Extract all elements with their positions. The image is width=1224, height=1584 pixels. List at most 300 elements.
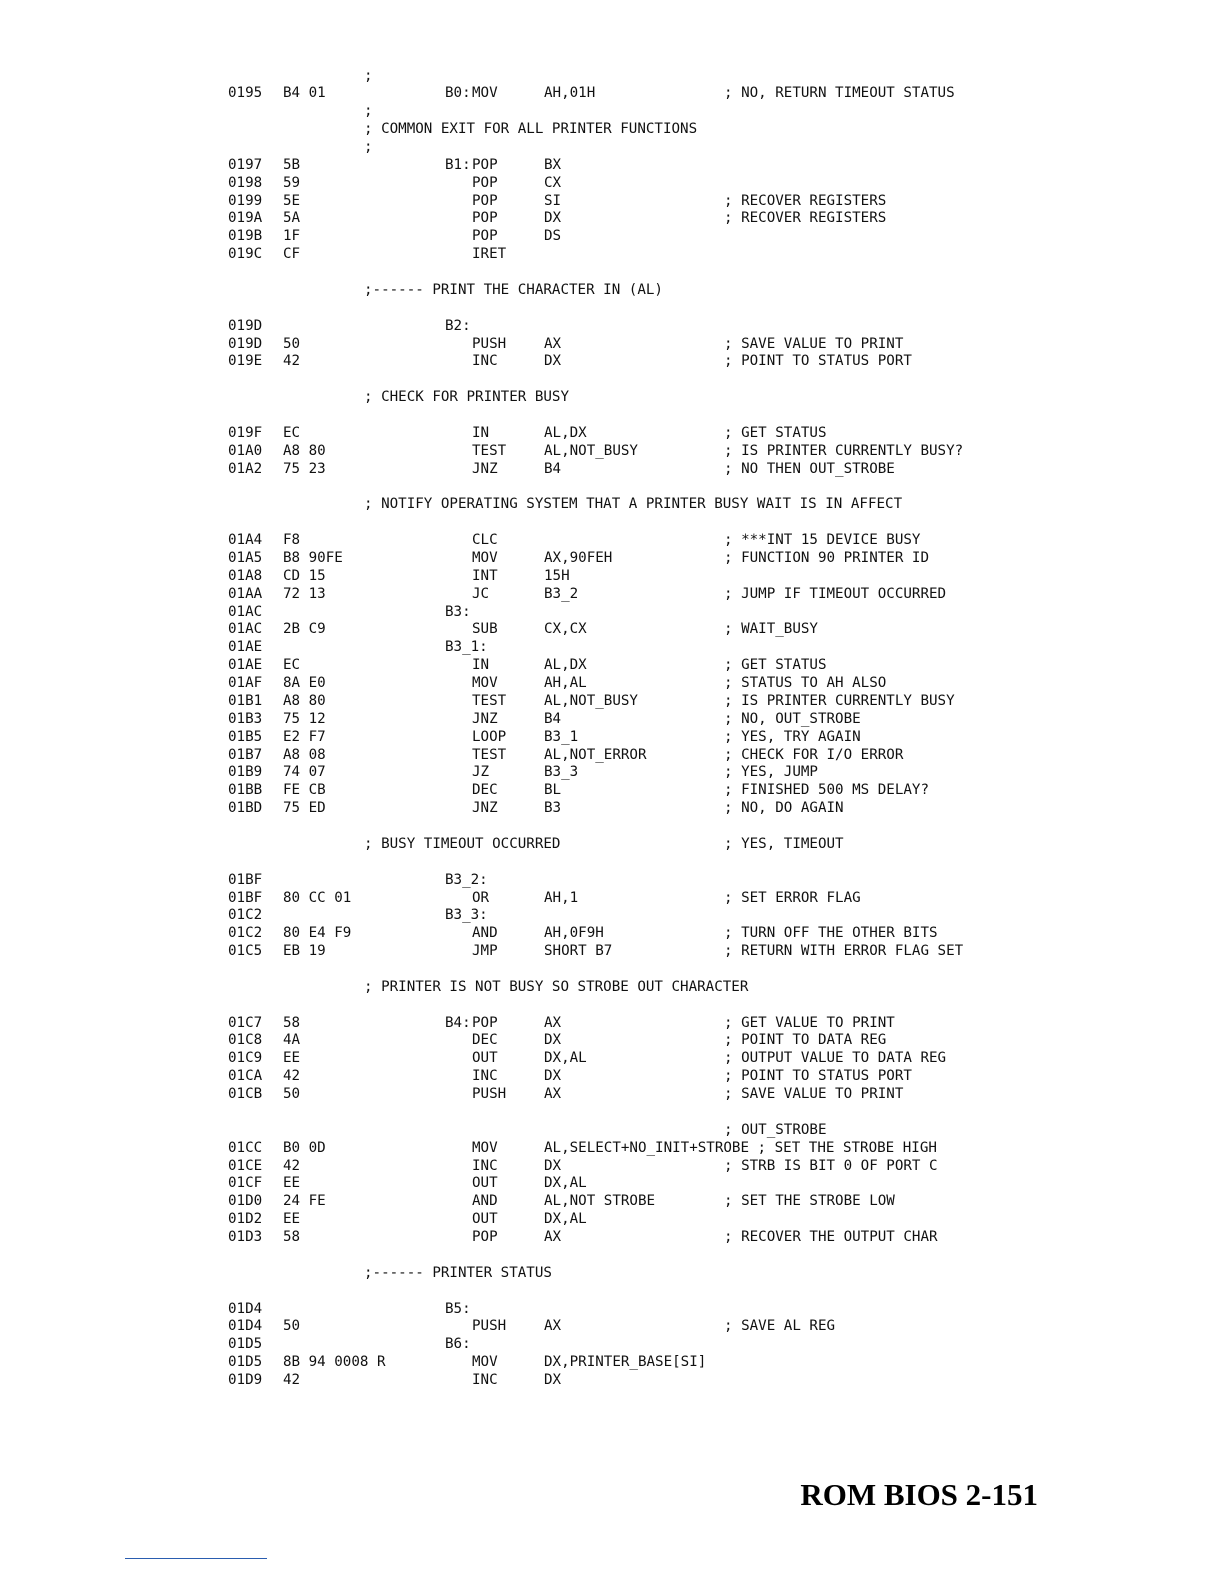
listing-line <box>228 674 1188 692</box>
listing-line <box>228 960 1188 978</box>
line-address: 01B3 <box>228 710 263 727</box>
line-comment: ; RECOVER THE OUTPUT CHAR <box>724 1229 938 1246</box>
line-object-code: 42 <box>283 1372 301 1388</box>
line-opcode: OUT <box>472 1175 498 1192</box>
listing-line <box>228 317 1188 335</box>
line-comment: ; GET STATUS <box>724 424 827 441</box>
listing-line <box>228 156 1188 174</box>
line-object-code: 5A <box>283 210 301 227</box>
listing-line <box>228 227 1188 245</box>
line-operand: AX <box>544 1318 562 1335</box>
line-comment: ; STRB IS BIT 0 OF PORT C <box>724 1157 938 1174</box>
listing-line <box>228 638 1188 656</box>
line-comment: ; RECOVER REGISTERS <box>724 192 887 209</box>
line-label: B6: <box>445 1336 471 1353</box>
line-comment: ; YES, JUMP <box>724 764 818 781</box>
listing-line <box>228 1067 1188 1085</box>
line-address: 01BD <box>228 800 263 817</box>
listing-line <box>228 1317 1188 1335</box>
line-opcode: MOV <box>472 1139 498 1156</box>
line-object-code: A8 80 <box>283 442 326 459</box>
line-section-comment: ; <box>364 138 373 155</box>
line-opcode: SUB <box>472 621 498 638</box>
line-object-code: 80 E4 F9 <box>283 925 352 942</box>
listing-line <box>228 853 1188 871</box>
line-address: 01C5 <box>228 943 263 960</box>
listing-line <box>228 763 1188 781</box>
footer-rule <box>125 1558 267 1559</box>
line-operand: B3_3 <box>544 764 579 781</box>
line-address: 019C <box>228 246 263 263</box>
line-operand: BX <box>544 156 562 173</box>
line-address: 019F <box>228 424 263 441</box>
line-address: 019A <box>228 210 263 227</box>
line-object-code: 4A <box>283 1032 301 1049</box>
line-opcode: POP <box>472 1229 498 1246</box>
line-address: 01D2 <box>228 1211 263 1228</box>
line-object-code: 42 <box>283 353 301 370</box>
line-object-code: 75 ED <box>283 800 326 817</box>
listing-line <box>228 835 1188 853</box>
line-object-code: 1F <box>283 228 301 245</box>
line-opcode: POP <box>472 210 498 227</box>
line-object-code: 50 <box>283 1086 301 1103</box>
listing-line <box>228 513 1188 531</box>
line-opcode: JC <box>472 585 490 602</box>
listing-line <box>228 263 1188 281</box>
line-operand: AH,1 <box>544 889 579 906</box>
listing-line <box>228 406 1188 424</box>
line-operand: CX,CX <box>544 621 587 638</box>
line-comment: ; OUTPUT VALUE TO DATA REG <box>724 1050 947 1067</box>
line-object-code: EC <box>283 424 301 441</box>
line-opcode: POP <box>472 1014 498 1031</box>
line-operand: BL <box>544 782 562 799</box>
line-comment: ; OUT_STROBE <box>724 1121 827 1138</box>
listing-line <box>228 1371 1188 1389</box>
listing-line <box>228 67 1188 85</box>
listing-line <box>228 924 1188 942</box>
listing-line <box>228 746 1188 764</box>
line-address: 01C8 <box>228 1032 263 1049</box>
line-address: 01D4 <box>228 1300 263 1317</box>
line-section-comment: ; CHECK FOR PRINTER BUSY <box>364 389 569 406</box>
listing-line <box>228 799 1188 817</box>
listing-line <box>228 370 1188 388</box>
line-section-comment: ; <box>364 67 373 84</box>
line-object-code: 5E <box>283 192 301 209</box>
listing-line <box>228 1014 1188 1032</box>
line-address: 01AA <box>228 585 263 602</box>
line-object-code: EE <box>283 1211 301 1228</box>
listing-line <box>228 424 1188 442</box>
line-address: 01C7 <box>228 1014 263 1031</box>
line-address: 01CA <box>228 1068 263 1085</box>
line-operand: SHORT B7 <box>544 943 613 960</box>
listing-line <box>228 567 1188 585</box>
line-comment: ; GET VALUE TO PRINT <box>724 1014 895 1031</box>
line-object-code: EE <box>283 1175 301 1192</box>
line-object-code: 74 07 <box>283 764 326 781</box>
line-opcode: OUT <box>472 1211 498 1228</box>
line-object-code: 75 12 <box>283 710 326 727</box>
line-object-code: B8 90FE <box>283 549 343 566</box>
listing-line <box>228 299 1188 317</box>
line-address: 0197 <box>228 156 263 173</box>
line-opcode: JMP <box>472 943 498 960</box>
listing-line <box>228 1353 1188 1371</box>
line-opcode: INC <box>472 353 498 370</box>
line-address: 0195 <box>228 85 263 102</box>
line-section-comment: ;------ PRINTER STATUS <box>364 1264 552 1281</box>
line-address: 01D9 <box>228 1372 263 1388</box>
line-address: 01AE <box>228 639 263 656</box>
line-opcode: JNZ <box>472 800 498 817</box>
listing-line <box>228 1139 1188 1157</box>
listing-line <box>228 245 1188 263</box>
listing-line <box>228 1157 1188 1175</box>
line-object-code: B0 0D <box>283 1139 326 1156</box>
line-opcode: POP <box>472 228 498 245</box>
line-opcode: AND <box>472 925 498 942</box>
line-address: 0198 <box>228 174 263 191</box>
line-object-code: 2B C9 <box>283 621 326 638</box>
line-object-code: A8 80 <box>283 692 326 709</box>
listing-line <box>228 335 1188 353</box>
line-opcode: PUSH <box>472 1086 507 1103</box>
line-object-code: 80 CC 01 <box>283 889 352 906</box>
line-address: 01D4 <box>228 1318 263 1335</box>
line-opcode: INC <box>472 1157 498 1174</box>
line-object-code: FE CB <box>283 782 326 799</box>
line-object-code: A8 08 <box>283 746 326 763</box>
line-address: 01C2 <box>228 907 263 924</box>
line-address: 01A8 <box>228 567 263 584</box>
line-comment: ; NO, OUT_STROBE <box>724 710 861 727</box>
line-operand: AL,NOT STROBE <box>544 1193 656 1210</box>
line-operand: B3_1 <box>544 728 579 745</box>
line-address: 019E <box>228 353 263 370</box>
line-address: 01A0 <box>228 442 263 459</box>
line-operand: B4 <box>544 710 562 727</box>
line-opcode: INC <box>472 1068 498 1085</box>
line-label: B3_3: <box>445 907 488 924</box>
line-comment: ; SAVE VALUE TO PRINT <box>724 335 904 352</box>
line-object-code: 50 <box>283 1318 301 1335</box>
listing-line <box>228 620 1188 638</box>
line-address: 01B7 <box>228 746 263 763</box>
line-operand: DX <box>544 1372 562 1388</box>
line-operand: DS <box>544 228 562 245</box>
listing-line <box>228 138 1188 156</box>
line-operand: SI <box>544 192 562 209</box>
listing-line <box>228 710 1188 728</box>
listing-line <box>228 1121 1188 1139</box>
line-operand: AL,NOT_BUSY <box>544 692 638 709</box>
line-comment: ; NO THEN OUT_STROBE <box>724 460 895 477</box>
line-comment: ; FINISHED 500 MS DELAY? <box>724 782 929 799</box>
line-address: 019D <box>228 335 263 352</box>
line-object-code: 59 <box>283 174 301 191</box>
line-comment: ; RETURN WITH ERROR FLAG SET <box>724 943 964 960</box>
line-address: 01D0 <box>228 1193 263 1210</box>
line-label: B3: <box>445 603 471 620</box>
line-opcode: TEST <box>472 746 507 763</box>
line-operand: DX <box>544 1157 562 1174</box>
line-address: 01C2 <box>228 925 263 942</box>
listing-line <box>228 1049 1188 1067</box>
line-opcode: JNZ <box>472 710 498 727</box>
line-object-code: EC <box>283 657 301 674</box>
line-label: B2: <box>445 317 471 334</box>
line-object-code: E2 F7 <box>283 728 326 745</box>
line-opcode: PUSH <box>472 335 507 352</box>
line-opcode: IRET <box>472 246 507 263</box>
line-address: 01D5 <box>228 1336 263 1353</box>
line-comment: ; CHECK FOR I/O ERROR <box>724 746 904 763</box>
line-section-comment: ; NOTIFY OPERATING SYSTEM THAT A PRINTER BUSY WAIT IS IN AFFECT <box>364 496 903 513</box>
line-operand: DX,AL <box>544 1175 587 1192</box>
line-operand: DX <box>544 210 562 227</box>
line-comment: ; POINT TO STATUS PORT <box>724 353 912 370</box>
line-opcode: PUSH <box>472 1318 507 1335</box>
line-opcode: INC <box>472 1372 498 1388</box>
listing-line <box>228 549 1188 567</box>
line-operand: B4 <box>544 460 562 477</box>
line-comment: ; SET ERROR FLAG <box>724 889 861 906</box>
listing-line <box>228 352 1188 370</box>
listing-line <box>228 1210 1188 1228</box>
line-opcode: AND <box>472 1193 498 1210</box>
line-address: 01AC <box>228 621 263 638</box>
line-opcode: POP <box>472 192 498 209</box>
line-operand: AH,0F9H <box>544 925 604 942</box>
line-address: 01C9 <box>228 1050 263 1067</box>
line-comment: ; RECOVER REGISTERS <box>724 210 887 227</box>
line-operand: 15H <box>544 567 570 584</box>
line-opcode: OUT <box>472 1050 498 1067</box>
line-comment: ; WAIT_BUSY <box>724 621 818 638</box>
line-label: B4: <box>445 1014 471 1031</box>
line-operand: DX <box>544 353 562 370</box>
line-object-code: 58 <box>283 1229 301 1246</box>
listing-line <box>228 1300 1188 1318</box>
line-operand: AL,SELECT+NO_INIT+STROBE ; SET THE STROBE HIGH <box>544 1139 937 1156</box>
line-operand: DX,AL <box>544 1211 587 1228</box>
listing-line <box>228 585 1188 603</box>
line-operand: AH,01H <box>544 85 596 102</box>
line-opcode: POP <box>472 156 498 173</box>
line-comment: ; FUNCTION 90 PRINTER ID <box>724 549 929 566</box>
listing-line <box>228 388 1188 406</box>
line-comment: ; IS PRINTER CURRENTLY BUSY? <box>724 442 964 459</box>
line-comment: ; ***INT 15 DEVICE BUSY <box>724 532 921 549</box>
line-object-code: 8A E0 <box>283 675 326 692</box>
line-opcode: DEC <box>472 1032 498 1049</box>
line-opcode: LOOP <box>472 728 507 745</box>
line-operand: AX <box>544 1014 562 1031</box>
line-section-comment: ; <box>364 103 373 120</box>
listing-line <box>228 1103 1188 1121</box>
line-section-comment: ; PRINTER IS NOT BUSY SO STROBE OUT CHARACTER <box>364 978 749 995</box>
line-opcode: OR <box>472 889 490 906</box>
listing-line <box>228 906 1188 924</box>
line-section-comment: ;------ PRINT THE CHARACTER IN (AL) <box>364 281 663 298</box>
line-comment: ; GET STATUS <box>724 657 827 674</box>
line-opcode: MOV <box>472 549 498 566</box>
listing-line <box>228 1228 1188 1246</box>
line-opcode: TEST <box>472 442 507 459</box>
line-address: 01CB <box>228 1086 263 1103</box>
listing-line <box>228 978 1188 996</box>
line-operand: DX,AL <box>544 1050 587 1067</box>
line-opcode: POP <box>472 174 498 191</box>
line-comment: ; POINT TO STATUS PORT <box>724 1068 912 1085</box>
listing-line <box>228 192 1188 210</box>
listing-line <box>228 478 1188 496</box>
listing-line <box>228 84 1188 102</box>
listing-line <box>228 728 1188 746</box>
line-operand: B3_2 <box>544 585 579 602</box>
line-comment: ; IS PRINTER CURRENTLY BUSY <box>724 692 955 709</box>
line-opcode: TEST <box>472 692 507 709</box>
line-label: B1: <box>445 156 471 173</box>
line-comment: ; TURN OFF THE OTHER BITS <box>724 925 938 942</box>
line-object-code: B4 01 <box>283 85 326 102</box>
page-footer: ROM BIOS 2-151 <box>800 1477 1038 1512</box>
listing-line <box>228 1031 1188 1049</box>
line-label: B3_2: <box>445 871 488 888</box>
line-object-code: 42 <box>283 1157 301 1174</box>
listing-line <box>228 871 1188 889</box>
line-operand: B3 <box>544 800 562 817</box>
line-address: 01A4 <box>228 532 263 549</box>
listing-line <box>228 174 1188 192</box>
line-address: 01AC <box>228 603 263 620</box>
line-opcode: JZ <box>472 764 490 781</box>
line-address: 01D5 <box>228 1354 263 1371</box>
line-operand: AL,DX <box>544 424 587 441</box>
line-operand: AX <box>544 335 562 352</box>
listing-line <box>228 1192 1188 1210</box>
line-operand: DX,PRINTER_BASE[SI] <box>544 1354 707 1371</box>
listing-line <box>228 495 1188 513</box>
line-address: 01A5 <box>228 549 263 566</box>
listing-line <box>228 817 1188 835</box>
line-operand: CX <box>544 174 562 191</box>
line-address: 0199 <box>228 192 263 209</box>
line-opcode: INT <box>472 567 498 584</box>
line-address: 01B9 <box>228 764 263 781</box>
line-address: 019D <box>228 317 263 334</box>
line-label: B3_1: <box>445 639 488 656</box>
line-object-code: 24 FE <box>283 1193 326 1210</box>
line-opcode: CLC <box>472 532 498 549</box>
line-comment: ; YES, TIMEOUT <box>724 835 844 852</box>
line-object-code: 75 23 <box>283 460 326 477</box>
listing-line <box>228 460 1188 478</box>
line-section-comment: ; COMMON EXIT FOR ALL PRINTER FUNCTIONS <box>364 121 698 138</box>
line-object-code: EB 19 <box>283 943 326 960</box>
line-address: 01BF <box>228 889 263 906</box>
line-object-code: EE <box>283 1050 301 1067</box>
line-comment: ; POINT TO DATA REG <box>724 1032 887 1049</box>
listing-line <box>228 996 1188 1014</box>
line-comment: ; NO, DO AGAIN <box>724 800 844 817</box>
line-opcode: JNZ <box>472 460 498 477</box>
listing-line <box>228 442 1188 460</box>
line-object-code: 72 13 <box>283 585 326 602</box>
line-address: 019B <box>228 228 263 245</box>
line-comment: ; SAVE AL REG <box>724 1318 836 1335</box>
line-operand: DX <box>544 1032 562 1049</box>
line-operand: AH,AL <box>544 675 587 692</box>
line-operand: AX <box>544 1086 562 1103</box>
line-opcode: MOV <box>472 675 498 692</box>
listing-line <box>228 1174 1188 1192</box>
line-comment: ; YES, TRY AGAIN <box>724 728 861 745</box>
line-address: 01B5 <box>228 728 263 745</box>
listing-line <box>228 1335 1188 1353</box>
line-comment: ; SAVE VALUE TO PRINT <box>724 1086 904 1103</box>
line-address: 01AE <box>228 657 263 674</box>
line-operand: DX <box>544 1068 562 1085</box>
line-label: B0: <box>445 85 471 102</box>
line-comment: ; NO, RETURN TIMEOUT STATUS <box>724 85 955 102</box>
line-comment: ; STATUS TO AH ALSO <box>724 675 887 692</box>
line-object-code: 8B 94 0008 R <box>283 1354 386 1371</box>
line-opcode: IN <box>472 424 490 441</box>
listing-line <box>228 1264 1188 1282</box>
line-address: 01CC <box>228 1139 263 1156</box>
line-address: 01BF <box>228 871 263 888</box>
listing-line <box>228 102 1188 120</box>
line-object-code: 42 <box>283 1068 301 1085</box>
listing-line <box>228 692 1188 710</box>
line-address: 01B1 <box>228 692 263 709</box>
line-object-code: 58 <box>283 1014 301 1031</box>
line-operand: AL,NOT_BUSY <box>544 442 638 459</box>
line-operand: AL,DX <box>544 657 587 674</box>
line-operand: AX <box>544 1229 562 1246</box>
listing-line <box>228 781 1188 799</box>
listing-line <box>228 531 1188 549</box>
line-comment: ; SET THE STROBE LOW <box>724 1193 895 1210</box>
line-section-comment: ; BUSY TIMEOUT OCCURRED <box>364 835 561 852</box>
line-operand: AX,90FEH <box>544 549 613 566</box>
line-comment: ; JUMP IF TIMEOUT OCCURRED <box>724 585 947 602</box>
listing-line <box>228 120 1188 138</box>
listing-line <box>228 1246 1188 1264</box>
listing-line <box>228 942 1188 960</box>
listing-line <box>228 281 1188 299</box>
line-object-code: 5B <box>283 156 301 173</box>
line-label: B5: <box>445 1300 471 1317</box>
line-address: 01AF <box>228 675 263 692</box>
listing-line <box>228 1282 1188 1300</box>
line-object-code: F8 <box>283 532 301 549</box>
listing-line <box>228 1085 1188 1103</box>
listing-line <box>228 603 1188 621</box>
line-address: 01CF <box>228 1175 263 1192</box>
line-opcode: MOV <box>472 1354 498 1371</box>
listing-line <box>228 656 1188 674</box>
line-address: 01BB <box>228 782 263 799</box>
line-address: 01D3 <box>228 1229 263 1246</box>
line-operand: AL,NOT_ERROR <box>544 746 647 763</box>
line-address: 01A2 <box>228 460 263 477</box>
line-object-code: 50 <box>283 335 301 352</box>
